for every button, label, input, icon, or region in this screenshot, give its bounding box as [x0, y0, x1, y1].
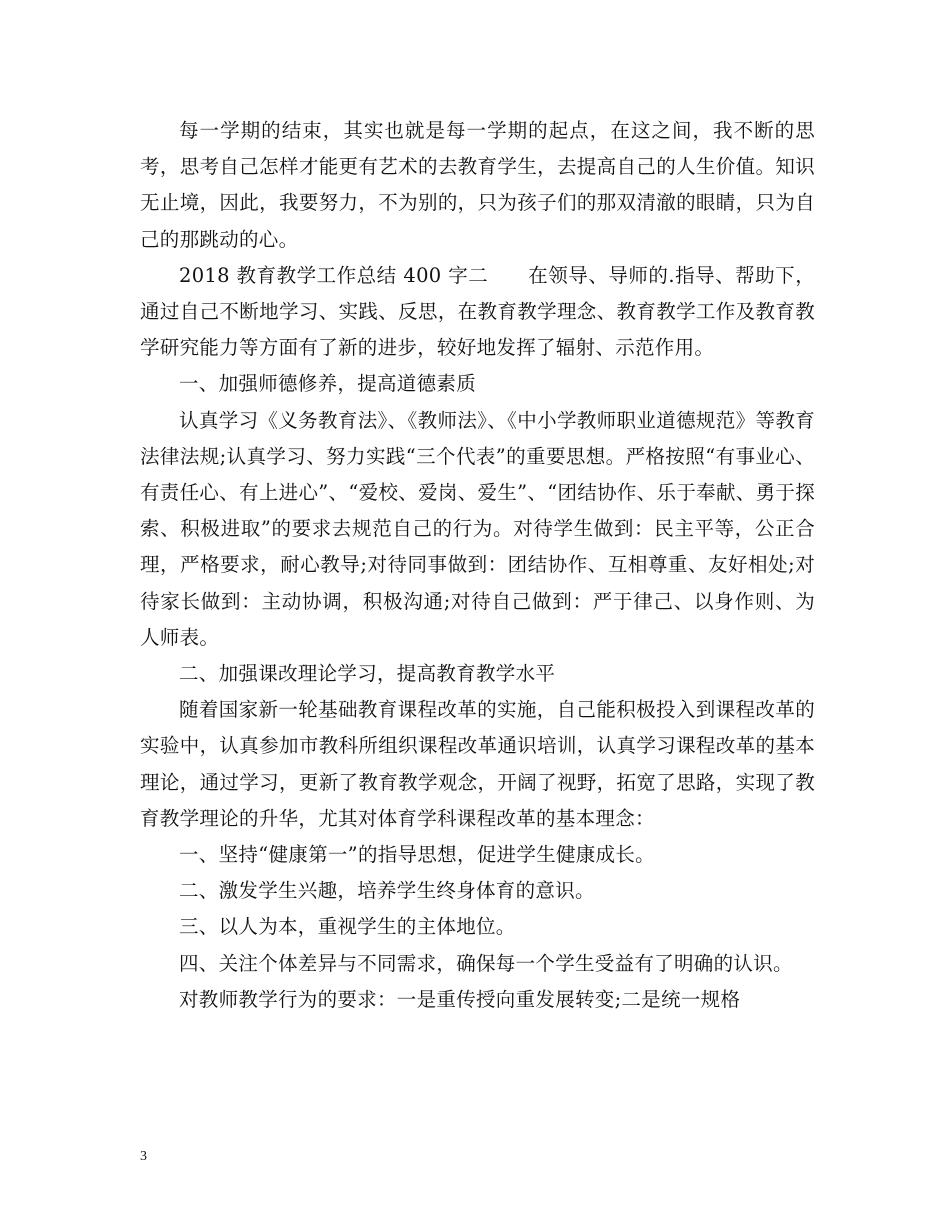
list-item-1: 一、坚持“健康第一”的指导思想，促进学生健康成长。: [179, 843, 655, 867]
list-item-2: 二、激发学生兴趣，培养学生终身体育的意识。: [179, 879, 595, 903]
paragraph-1: 每一学期的结束，其实也就是每一学期的起点，在这之间，我不断的思考，思考自己怎样才能更有艺术的去教育学生，去提高自己的人生价值。知识无止境，因此，我要努力，不为别的，只为孩子们的那双清澈的眼睛，只为自己的那跳动的心。: [140, 119, 815, 251]
paragraph-3: 认真学习《义务教育法》、《教师法》、《中小学教师职业道德规范》等教育法律法规;认真学习、努力实践“三个代表”的重要思想。严格按照“有事业心、有责任心、有上进心”、“爱校、爱岗、爱生”、“团结协作、乐于奉献、勇于探索、积极进取”的要求去规范自己的行为。对待学生做到：民主平等，公正合理，严格要求，耐心教导;对待同事做到：团结协作、互相尊重、友好相处;对待家长做到：主动协调，积极沟通;对待自己做到：严于律己、以身作则、为人师表。: [140, 408, 815, 649]
list-item-3: 三、以人为本，重视学生的主体地位。: [179, 915, 516, 939]
section-heading-2: 二、加强课改理论学习，提高教育教学水平: [179, 662, 556, 686]
paragraph-5: 对教师教学行为的要求：一是重传授向重发展转变;二是统一规格: [179, 987, 741, 1011]
paragraph-2: 2018 教育教学工作总结 400 字二 在领导、导师的.指导、帮助下，通过自己不断地学习、实践、反思，在教育教学理念、教育教学工作及教育教学研究能力等方面有了新的进步，较好地发挥了辐射、示范作用。: [140, 263, 815, 360]
page-number: 3: [140, 1149, 147, 1164]
paragraph-4: 随着国家新一轮基础教育课程改革的实施，自己能积极投入到课程改革的实验中，认真参加市教科所组织课程改革通识培训，认真学习课程改革的基本理论，通过学习，更新了教育教学观念，开阔了视野，拓宽了思路，实现了教育教学理论的升华，尤其对体育学科课程改革的基本理念：: [140, 698, 815, 830]
list-item-4: 四、关注个体差异与不同需求，确保每一个学生受益有了明确的认识。: [179, 951, 793, 975]
document-body: [140, 113, 815, 1018]
section-heading-1: 一、加强师德修养，提高道德素质: [179, 372, 477, 396]
